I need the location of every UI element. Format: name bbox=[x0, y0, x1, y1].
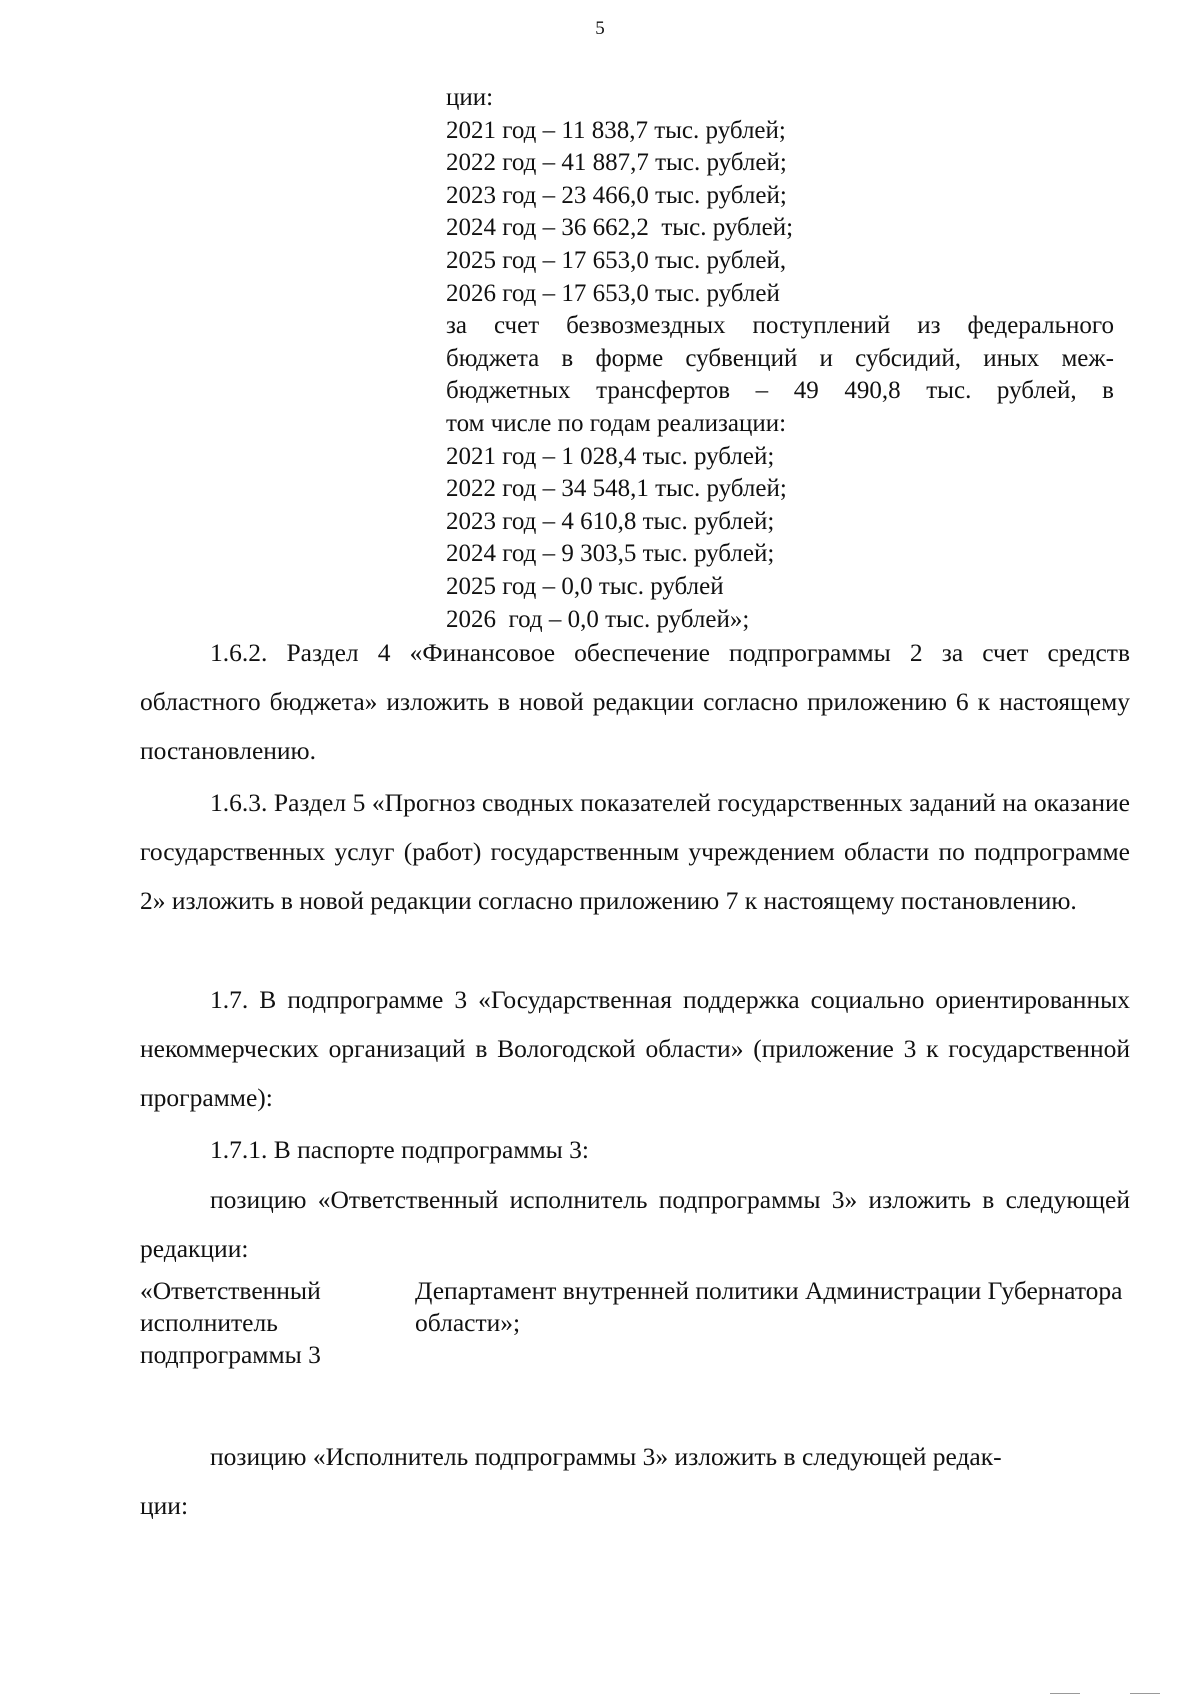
funding-line: 2022 год – 41 887,7 тыс. рублей; bbox=[446, 149, 787, 177]
funding-line: 2023 год – 23 466,0 тыс. рублей; bbox=[446, 181, 787, 209]
funding-line: 2025 год – 17 653,0 тыс. рублей, bbox=[446, 246, 787, 274]
scan-artifact bbox=[1050, 1693, 1080, 1694]
paragraph-text: 1.7. В подпрограмме 3 «Государственная поддержка социально ориентированных некоммерческих организаций в Вологодской области» (приложение 3 к государственной программе): bbox=[140, 985, 1130, 1112]
definition-description: Департамент внутренней политики Администрации Губернатора области»; bbox=[415, 1276, 1123, 1337]
funding-line: 2026 год – 0,0 тыс. рублей»; bbox=[446, 605, 750, 633]
funding-line: 2023 год – 4 610,8 тыс. рублей; bbox=[446, 507, 775, 535]
funding-line: 2022 год – 34 548,1 тыс. рублей; bbox=[446, 475, 787, 503]
scan-artifact bbox=[1130, 1693, 1160, 1694]
funding-line: 2024 год – 36 662,2 тыс. рублей; bbox=[446, 214, 794, 242]
federal-funding-text: том числе по годам реализации: bbox=[446, 409, 787, 437]
definition-table bbox=[140, 1275, 1130, 1371]
funding-line: 2021 год – 1 028,4 тыс. рублей; bbox=[446, 442, 775, 470]
paragraph-1-6-2 bbox=[140, 628, 1130, 775]
paragraph-position-executor bbox=[140, 1432, 1130, 1530]
funding-line: ции: bbox=[446, 84, 494, 111]
funding-line: 2025 год – 0,0 тыс. рублей bbox=[446, 572, 724, 600]
federal-funding-text: бюджета в форме субвенций и субсидий, иных меж- bbox=[446, 344, 1114, 372]
paragraph-text: 1.6.2. Раздел 4 «Финансовое обеспечение подпрограммы 2 за счет средств областного бюджета» изложить в новой редакции согласно приложению 6 к настоящему постановлению. bbox=[140, 638, 1130, 765]
funding-line: 2026 год – 17 653,0 тыс. рублей bbox=[446, 279, 780, 307]
definition-term: «Ответственный исполнитель подпрограммы 3 bbox=[140, 1276, 321, 1369]
funding-line: 2021 год – 11 838,7 тыс. рублей; bbox=[446, 116, 786, 144]
federal-funding-text: за счет безвозмездных поступлений из федерального bbox=[446, 312, 1114, 340]
paragraph-1-6-3 bbox=[140, 778, 1130, 925]
paragraph-text: позицию «Ответственный исполнитель подпрограммы 3» изложить в следующей редакции: bbox=[140, 1185, 1130, 1263]
paragraph-1-7-1 bbox=[140, 1125, 1130, 1174]
paragraph-1-7 bbox=[140, 975, 1130, 1122]
paragraph-text: 1.6.3. Раздел 5 «Прогноз сводных показателей государственных заданий на оказание государственных услуг (работ) государственным учреждением области по подпрограмме 2» изложить в новой редакции согласно приложению 7 к настоящему постановлению. bbox=[140, 788, 1130, 915]
paragraph-text-continuation: ции: bbox=[140, 1491, 189, 1520]
funding-line: 2024 год – 9 303,5 тыс. рублей; bbox=[446, 540, 775, 568]
funding-breakdown-block bbox=[446, 82, 1114, 636]
paragraph-text: 1.7.1. В паспорте подпрограммы 3: bbox=[210, 1135, 589, 1164]
paragraph-position-responsible bbox=[140, 1175, 1130, 1273]
paragraph-text: позицию «Исполнитель подпрограммы 3» изложить в следующей редак- bbox=[210, 1442, 1002, 1471]
page-number: 5 bbox=[595, 18, 605, 39]
federal-funding-text: бюджетных трансфертов – 49 490,8 тыс. рублей, в bbox=[446, 377, 1114, 405]
